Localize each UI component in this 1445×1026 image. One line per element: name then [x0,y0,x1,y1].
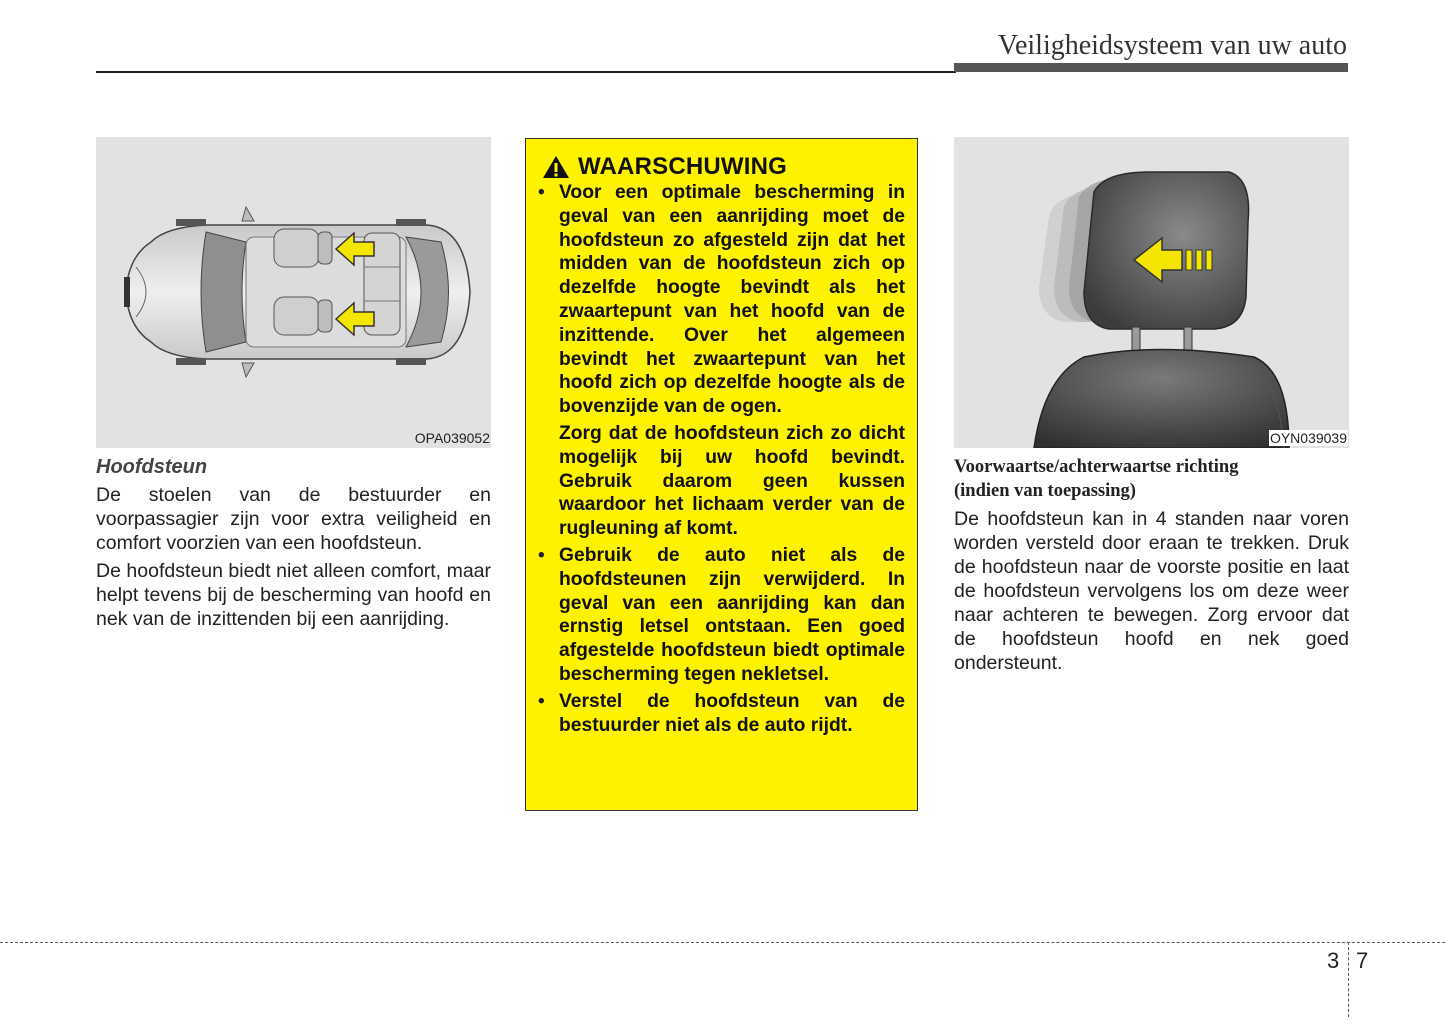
figure-car-top-view [96,137,491,448]
page-number: 7 [1356,948,1369,973]
page-number-divider [1348,942,1351,1017]
header-rule [96,71,956,73]
warning-paragraph: Gebruik de auto niet als de hoofdsteunen zijn verwijderd. In geval van een aanrijding kan dan ernstig letsel ontstaan. Een goed afgestelde hoofdsteun biedt optimale bescherming tegen nekletsel. [559,544,905,685]
warning-paragraph: Voor een optimale bescherming in geval van een aanrijding moet de hoofdsteun zo afgesteld zijn dat het midden van de hoofdsteun zich op dezelfde hoogte bevindt als het zwaartepunt van het hoofd van de inzittende. Over het algemeen bevindt het zwaartepunt van het hoofd zich op dezelfde hoogte als de bovenzijde van de ogen. [559,182,905,418]
body-paragraph: De hoofdsteun biedt niet alleen comfort, maar helpt tevens bij de bescherming van hoofd en nek van de inzittenden bij een aanrijding. [96,560,491,630]
footer-rule [0,942,1445,943]
running-header-title: Veiligheidsysteem van uw auto [997,30,1347,61]
bullet: • [538,182,545,203]
chapter-number: 3 [1327,948,1340,973]
warning-item [536,690,905,738]
header-bar [954,63,1348,72]
headrest-icon [954,137,1349,448]
warning-box [525,138,918,811]
figure-caption [954,455,1349,503]
warning-paragraph: Verstel de hoofdsteun van de bestuurder niet als de auto rijdt. [559,690,905,736]
left-column [96,455,491,635]
figure-code: OYN039039 [1269,430,1347,446]
warning-header [542,153,905,181]
figure-code: OPA039052 [414,430,490,446]
warning-title: WAARSCHUWING [578,153,788,180]
body-paragraph: De hoofdsteun kan in 4 standen naar voren worden versteld door eraan te trekken. Druk de hoofdsteun naar de voorste positie en laat de hoofdsteun vervolgens los om deze weer naar achteren te bewegen. Zorg ervoor dat de hoofdsteun hoofd en nek goed ondersteunt. [954,508,1349,674]
body-paragraph: De stoelen van de bestuurder en voorpassagier zijn voor extra veiligheid en comfort voorzien van een hoofdsteun. [96,484,491,554]
section-subhead: Hoofdsteun [96,456,208,478]
right-column [954,455,1349,679]
car-top-view-icon [96,137,491,448]
caption-line: Voorwaartse/achterwaartse richting [954,457,1239,477]
figure-headrest [954,137,1349,448]
warning-item [536,181,905,541]
caption-line: (indien van toepassing) [954,481,1136,501]
bullet: • [538,544,545,566]
warning-triangle-icon [542,155,570,179]
warning-paragraph: Zorg dat de hoofdsteun zich zo dicht mogelijk bij uw hoofd bevindt. Gebruik daarom geen kussen waardoor het lichaam verder van de rugleuning af komt. [559,422,905,540]
warning-item [536,544,905,687]
bullet: • [538,690,545,712]
